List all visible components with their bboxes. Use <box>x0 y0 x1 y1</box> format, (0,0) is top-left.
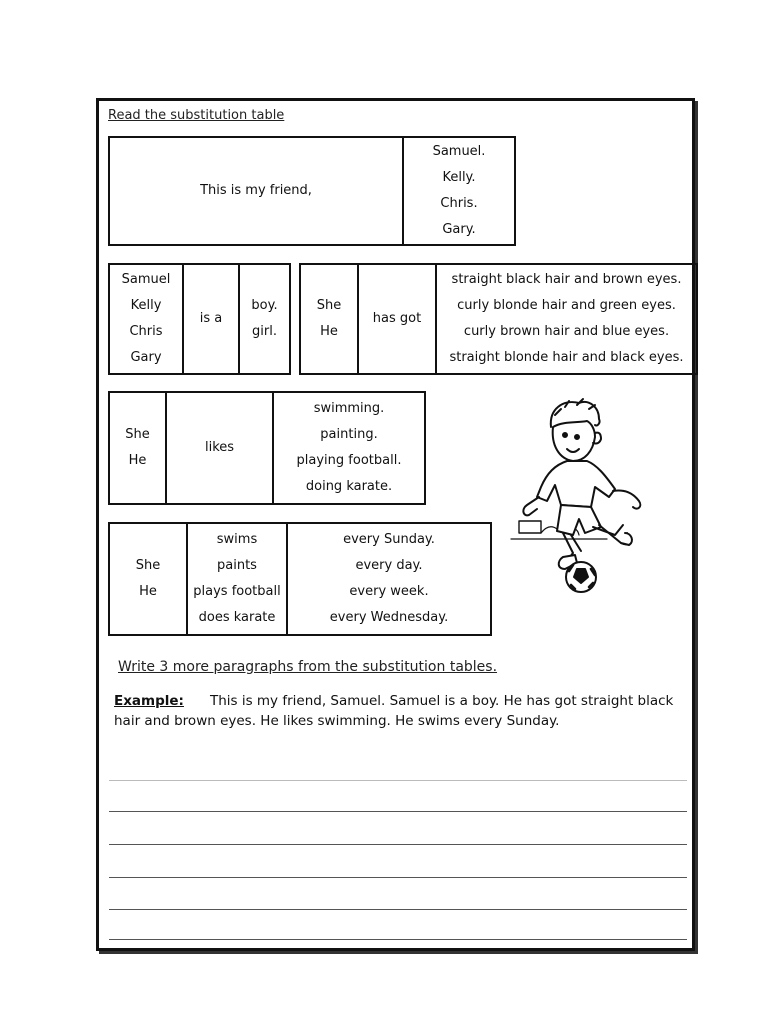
name-option: Chris. <box>440 196 478 211</box>
times-cell <box>287 523 491 635</box>
nouns-cell <box>239 264 290 374</box>
verb-cell: is a <box>183 264 239 374</box>
boy-kicking-football-illustration <box>507 393 679 593</box>
pronouns-cell <box>109 392 166 504</box>
writing-line[interactable] <box>109 877 687 878</box>
name-option: Chris <box>129 324 163 339</box>
phrase-cell: This is my friend, <box>109 137 403 245</box>
substitution-table-gender <box>108 263 291 375</box>
substitution-table-likes <box>108 391 426 505</box>
names-cell <box>109 264 183 374</box>
time-option: every Wednesday. <box>329 610 449 625</box>
names-cell <box>403 137 515 245</box>
name-option: Samuel. <box>432 144 486 159</box>
verb-option: paints <box>217 558 257 573</box>
pronoun-option: He <box>320 324 338 339</box>
verb-cell: has got <box>358 264 436 374</box>
activities-cell <box>273 392 425 504</box>
example-label: Example: <box>114 693 184 709</box>
writing-line[interactable] <box>109 844 687 845</box>
example-text: This is my friend, Samuel. Samuel is a boy. He has got straight black hair and brown eyes. He likes swimming. He swims every Sunday. <box>114 693 674 729</box>
name-option: Gary <box>130 350 162 365</box>
name-option: Gary. <box>442 222 476 237</box>
feature-option: straight black hair and brown eyes. <box>451 272 682 287</box>
pronouns-cell <box>300 264 358 374</box>
pronoun-option: She <box>135 558 161 573</box>
writing-line[interactable] <box>109 909 687 910</box>
name-option: Samuel <box>121 272 171 287</box>
feature-option: straight blonde hair and black eyes. <box>449 350 684 365</box>
activity-option: playing football. <box>296 453 402 468</box>
name-option: Kelly <box>130 298 162 313</box>
read-instruction: Read the substitution table <box>108 108 285 123</box>
write-instruction: Write 3 more paragraphs from the substitution tables. <box>118 659 498 675</box>
pronoun-option: She <box>125 427 150 442</box>
substitution-table-appearance <box>299 263 698 375</box>
verb-option: plays football <box>193 584 281 599</box>
writing-line[interactable] <box>109 780 687 781</box>
feature-option: curly blonde hair and green eyes. <box>457 298 676 313</box>
verb-option: does karate <box>198 610 276 625</box>
activity-option: swimming. <box>313 401 385 416</box>
worksheet <box>96 98 695 951</box>
noun-option: girl. <box>252 324 277 339</box>
pronoun-option: He <box>128 453 147 468</box>
verb-cell: likes <box>166 392 273 504</box>
pronouns-cell <box>109 523 187 635</box>
verb-option: swims <box>216 532 258 547</box>
pronoun-option: She <box>316 298 342 313</box>
pronoun-option: He <box>139 584 157 599</box>
substitution-table-routine <box>108 522 492 636</box>
activity-option: doing karate. <box>305 479 393 494</box>
name-option: Kelly. <box>442 170 476 185</box>
writing-line[interactable] <box>109 811 687 812</box>
activity-option: painting. <box>320 427 378 442</box>
time-option: every day. <box>355 558 423 573</box>
feature-option: curly brown hair and blue eyes. <box>463 324 670 339</box>
writing-line[interactable] <box>109 939 687 940</box>
time-option: every Sunday. <box>343 532 435 547</box>
features-cell <box>436 264 697 374</box>
noun-option: boy. <box>251 298 278 313</box>
example-paragraph <box>114 691 684 731</box>
substitution-table-friend <box>108 136 516 246</box>
verbs-cell <box>187 523 287 635</box>
time-option: every week. <box>349 584 429 599</box>
